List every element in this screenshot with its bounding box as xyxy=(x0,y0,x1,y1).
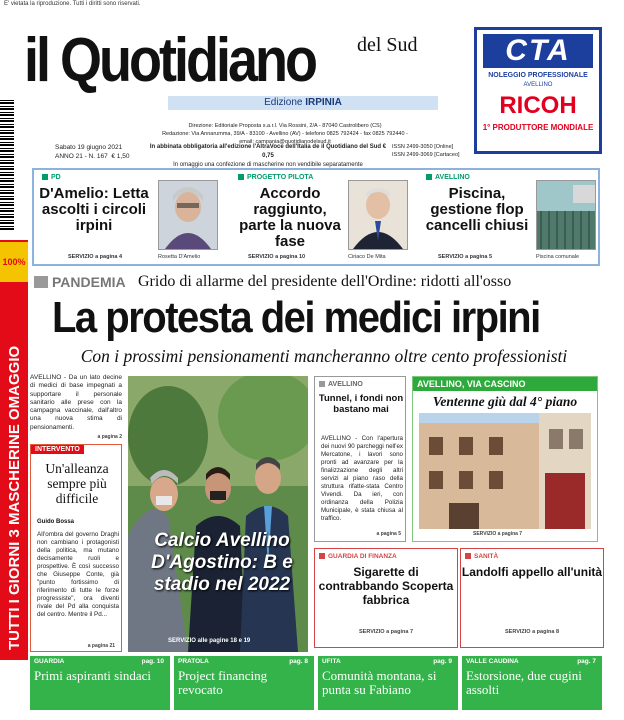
teaser-ref: SERVIZIO a pagina 5 xyxy=(438,254,492,260)
teaser-ref: SERVIZIO a pagina 10 xyxy=(248,254,306,260)
intervento-text: All'ombra del governo Draghi non cambiano i protagonisti della politica, ma mutano decisamente ruoli e prospettive. È così successo che Giuseppe Conte, già "punto fortissimo di riferimento di tutte le forze progressiste", ora diventi rivale del Pd alla conquista del centro. Mentre il Pd... xyxy=(37,531,119,618)
bottom-kicker: GUARDIA xyxy=(34,658,65,665)
tunnel-text: AVELLINO - Con l'apertura dei nuovi 90 parcheggi nell'ex Mercatone, i lavori sono pronti ad avanzare per la finalizzazione degli altri servizi al piano raso della struttura rifatte-stata Centro Vivendi. Da ieri, con ordinanza della Polizia Municipale, è stata chiusa al traffico. xyxy=(321,435,403,522)
teaser-kicker: AVELLINO xyxy=(426,174,470,181)
barcode xyxy=(0,100,14,230)
building-photo xyxy=(419,413,591,529)
publisher-line-3: email: campania@quotidianodelsud.it xyxy=(239,139,331,145)
teaser-strip xyxy=(32,168,600,266)
issn-print: ISSN 2499-3069 [Cartaceo] xyxy=(392,152,460,158)
lead-subhead: Con i prossimi pensionamenti mancheranno oltre cento professionisti xyxy=(80,346,568,366)
box-page-ref[interactable]: SERVIZIO a pagina 8 xyxy=(505,629,559,635)
mascherine-advert[interactable] xyxy=(0,240,28,660)
bottom-strip xyxy=(30,656,602,710)
advert-line-2: AVELLINO xyxy=(523,82,553,88)
date-block xyxy=(55,143,129,161)
ricoh-logo: RICOH xyxy=(499,92,577,119)
intervento-author: Guido Bossa xyxy=(37,519,75,525)
bottom-title: Project financing revocato xyxy=(178,668,268,697)
bottom-story-guardia[interactable] xyxy=(30,656,170,710)
lead-text: AVELLINO - Da un lato decine di medici di base impegnati a supportare il personale sanitario alle prese con la campagna vaccinale, dall'altro una nuova stima di pensionamenti. xyxy=(30,374,122,431)
publisher-line-2: Redazione: Via Annarumma, 39/A - 83100 - Avellino (AV) - telefono 0825 792424 - fax 0825 792440 - xyxy=(162,131,408,137)
bottom-kicker: VALLE CAUDINA xyxy=(466,658,519,665)
issn-online: ISSN 2499-3050 [Online] xyxy=(392,144,454,150)
bottom-page: pag. 7 xyxy=(577,658,596,665)
box-kicker: SANITÀ xyxy=(465,553,498,560)
edition-name: IRPINIA xyxy=(305,97,342,108)
issue-date: Sabato 19 giugno 2021 xyxy=(55,144,123,151)
tunnel-kicker: AVELLINO xyxy=(319,381,363,388)
box-kicker: GUARDIA DI FINANZA xyxy=(319,553,397,560)
teaser-kicker: PD xyxy=(42,174,61,181)
box-page-ref[interactable]: SERVIZIO a pagina 7 xyxy=(359,629,413,635)
lead-column xyxy=(30,374,122,440)
teaser-caption: Rosetta D'Amelio xyxy=(158,254,201,260)
photo-headline: Calcio Avellino D'Agostino: B e stadio nel 2022 xyxy=(151,530,293,595)
ventenne-box[interactable] xyxy=(412,376,598,542)
issue-number: ANNO 21 - N. 167 € 1,50 xyxy=(55,153,130,160)
teaser-ref: SERVIZIO a pagina 4 xyxy=(68,254,122,260)
intervento-title: Un'alleanza sempre più difficile xyxy=(45,461,109,506)
lead-headline[interactable]: La protesta dei medici irpini xyxy=(52,293,540,342)
box-title: Landolfi appello all'unità xyxy=(461,565,603,579)
bottom-kicker: UFITA xyxy=(322,658,341,665)
sigarette-box[interactable] xyxy=(314,548,458,648)
copyright-notice: E' vietata la riproduzione. Tutti i diritti sono riservati. xyxy=(4,1,141,7)
edition-prefix: Edizione xyxy=(264,97,303,108)
teaser-caption: Piscina comunale xyxy=(536,254,580,260)
teaser-kicker: PROGETTO PILOTA xyxy=(238,174,313,181)
ventenne-page-ref[interactable]: SERVIZIO a pagina 7 xyxy=(473,531,523,537)
bottom-story-pratola[interactable] xyxy=(174,656,314,710)
teaser-title: Piscina, gestione flop cancelli chiusi xyxy=(425,185,529,234)
advert-line-1: NOLEGGIO PROFESSIONALE xyxy=(488,72,588,79)
logo-suffix: del Sud xyxy=(357,34,418,56)
bottom-story-valle-caudina[interactable] xyxy=(462,656,602,710)
ventenne-label: AVELLINO, VIA CASCINO xyxy=(413,377,597,391)
football-people-photo xyxy=(128,376,308,652)
lead-page-ref[interactable]: a pagina 2 xyxy=(97,434,122,441)
section-tag: PANDEMIA xyxy=(34,274,126,290)
advert-line-3: 1° PRODUTTORE MONDIALE xyxy=(482,123,594,132)
pool-photo xyxy=(536,180,596,250)
supplement-line-2: In omaggio una confezione di mascherine non vendibile separatamente xyxy=(173,162,363,168)
cta-logo: CTA xyxy=(483,34,593,68)
bottom-page: pag. 10 xyxy=(141,658,164,665)
teaser-title: D'Amelio: Letta ascolti i circoli irpini xyxy=(39,185,149,234)
supplement-line-1: In abbinata obbligatoria all'edizione l'AltraVoce dell'Italia de il Quotidiano del Sud € 0,75 xyxy=(149,144,387,159)
newspaper-logo[interactable]: il Quotidiano xyxy=(24,26,315,95)
teaser-pd[interactable] xyxy=(34,170,224,264)
supplement-info xyxy=(148,143,388,170)
bottom-kicker: PRATOLA xyxy=(178,658,209,665)
intervento-page-ref[interactable]: a pagina 21 xyxy=(87,643,115,649)
advert-vertical-text: TUTTI I GIORNI 3 MASCHERINE OMAGGIO xyxy=(6,345,23,650)
bottom-story-ufita[interactable] xyxy=(318,656,458,710)
ventenne-title: Ventenne giù dal 4° piano xyxy=(432,394,578,409)
publisher-line-1: Direzione: Editoriale Proposta s.a.r.l. Via Rossini, 2/A - 87040 Castrolibero (CS) xyxy=(188,123,382,129)
tunnel-page-ref[interactable]: a pagina 5 xyxy=(376,531,401,537)
intervento-box[interactable] xyxy=(30,444,122,652)
portrait-photo xyxy=(348,180,408,250)
advert-box[interactable] xyxy=(474,27,602,154)
issn-info xyxy=(392,143,460,159)
bottom-title: Estorsione, due cugini assolti xyxy=(466,668,582,697)
main-photo[interactable] xyxy=(128,376,308,652)
bottom-page: pag. 9 xyxy=(433,658,452,665)
teaser-progetto-pilota[interactable] xyxy=(230,170,416,264)
lead-kicker: Grido di allarme del presidente dell'Ordine: ridotti all'osso xyxy=(138,273,512,290)
bottom-title: Primi aspiranti sindaci xyxy=(34,668,151,683)
tunnel-title: Tunnel, i fondi non bastano mai xyxy=(318,393,404,415)
bottom-title: Comunità montana, si punta su Fabiano xyxy=(322,668,437,697)
teaser-title: Accordo raggiunto, parte la nuova fase xyxy=(239,185,341,250)
tunnel-box[interactable] xyxy=(314,376,406,542)
intervento-label: INTERVENTO xyxy=(31,445,84,454)
price: € 1,50 xyxy=(111,153,130,160)
landolfi-box[interactable] xyxy=(460,548,604,648)
photo-page-ref[interactable]: SERVIZIO alle pagine 18 e 19 xyxy=(168,638,251,644)
bottom-page: pag. 8 xyxy=(289,658,308,665)
box-title: Sigarette di contrabbando Scoperta fabbrica xyxy=(318,565,454,607)
advert-badge: 100% xyxy=(0,242,28,282)
teaser-avellino[interactable] xyxy=(418,170,600,264)
teaser-caption: Ciriaco De Mita xyxy=(348,254,386,260)
edition-bar xyxy=(168,96,438,110)
portrait-photo xyxy=(158,180,218,250)
